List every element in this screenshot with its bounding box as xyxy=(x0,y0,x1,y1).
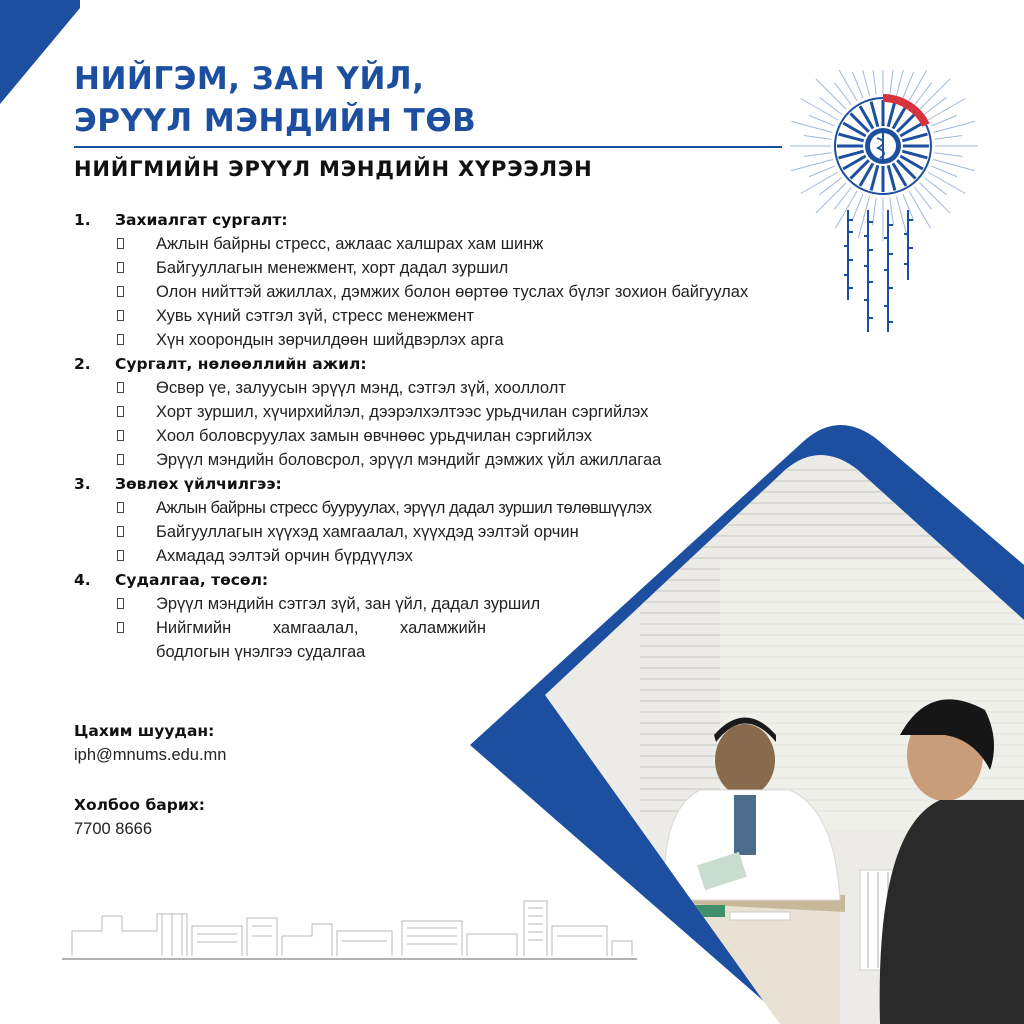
square-bullet-icon xyxy=(117,286,124,297)
square-bullet-icon xyxy=(117,262,124,273)
list-item xyxy=(74,400,774,424)
section-number: 2. xyxy=(74,355,91,373)
square-bullet-icon xyxy=(117,550,124,561)
phone-number: 7700 8666 xyxy=(74,820,152,838)
list-item xyxy=(74,616,486,664)
list-item-text: Байгууллагын менежмент, хорт дадал зуршил xyxy=(156,259,509,277)
square-bullet-icon xyxy=(117,238,124,249)
city-skyline-illustration xyxy=(62,896,637,966)
section-3 xyxy=(74,472,774,568)
list-item xyxy=(74,256,774,280)
list-item-text: Эрүүл мэндийн сэтгэл зүй, зан үйл, дадал зуршил xyxy=(156,595,541,613)
list-item-text: Олон нийттэй ажиллах, дэмжих болон өөртөө туслах бүлэг зохион байгуулах xyxy=(156,283,749,301)
section-number: 4. xyxy=(74,571,91,589)
section-1 xyxy=(74,208,774,352)
list-item-text: Хорт зуршил, хүчирхийлэл, дээрэлхэлтээс урьдчилан сэргийлэх xyxy=(156,403,649,421)
section-number: 3. xyxy=(74,475,91,493)
section-heading xyxy=(74,568,774,592)
list-item-text: Ажлын байрны стресс, ажлаас халшрах хам шинж xyxy=(156,235,544,253)
list-item xyxy=(74,520,774,544)
list-item-text: Нийгмийн хамгаалал, халамжийн бодлогын үнэлгээ судалгаа xyxy=(156,619,486,661)
square-bullet-icon xyxy=(117,430,124,441)
list-item xyxy=(74,544,774,568)
list-item-text: Хүн хоорондын зөрчилдөөн шийдвэрлэх арга xyxy=(156,331,504,349)
list-item-text: Ажлын байрны стресс бууруулах, эрүүл дадал зуршил төлөвшүүлэх xyxy=(156,499,652,517)
section-heading xyxy=(74,472,774,496)
list-item xyxy=(74,304,774,328)
section-4 xyxy=(74,568,774,664)
square-bullet-icon xyxy=(117,310,124,321)
list-item xyxy=(74,592,774,616)
list-item xyxy=(74,328,774,352)
list-item-text: Хоол боловсруулах замын өвчнөөс урьдчилан сэргийлэх xyxy=(156,427,592,445)
section-heading xyxy=(74,352,774,376)
section-title: Зөвлөх үйлчилгээ: xyxy=(115,475,282,493)
list-item-text: Эрүүл мэндийн боловсрол, эрүүл мэндийг дэмжих үйл ажиллагаа xyxy=(156,451,662,469)
square-bullet-icon xyxy=(117,526,124,537)
list-item-text: Байгууллагын хүүхэд хамгаалал, хүүхдэд ээлтэй орчин xyxy=(156,523,579,541)
section-title: Сургалт, нөлөөллийн ажил: xyxy=(115,355,367,373)
square-bullet-icon xyxy=(117,454,124,465)
email-link[interactable]: iph@mnums.edu.mn xyxy=(74,746,227,764)
section-title: Судалгаа, төсөл: xyxy=(115,571,269,589)
list-item xyxy=(74,376,774,400)
square-bullet-icon xyxy=(117,382,124,393)
section-2 xyxy=(74,352,774,472)
list-item xyxy=(74,424,774,448)
section-title: Захиалгат сургалт: xyxy=(115,211,288,229)
list-item xyxy=(74,448,774,472)
page-subtitle: НИЙГМИЙН ЭРҮҮЛ МЭНДИЙН ХҮРЭЭЛЭН xyxy=(74,157,593,181)
list-item xyxy=(74,280,774,304)
square-bullet-icon xyxy=(117,334,124,345)
square-bullet-icon xyxy=(117,622,124,633)
title-line-2: ЭРҮҮЛ МЭНДИЙН ТӨВ xyxy=(74,103,477,139)
phone-label: Холбоо барих: xyxy=(74,796,205,814)
section-number: 1. xyxy=(74,211,91,229)
square-bullet-icon xyxy=(117,598,124,609)
square-bullet-icon xyxy=(117,502,124,513)
email-label: Цахим шуудан: xyxy=(74,722,215,740)
section-heading xyxy=(74,208,774,232)
list-item-text: Ахмадад ээлтэй орчин бүрдүүлэх xyxy=(156,547,413,565)
square-bullet-icon xyxy=(117,406,124,417)
services-list xyxy=(74,208,774,664)
title-line-1: НИЙГЭМ, ЗАН ҮЙЛ, xyxy=(74,61,425,97)
phone-block xyxy=(74,793,205,841)
list-item xyxy=(74,496,774,520)
list-item-text: Өсвөр үе, залуусын эрүүл мэнд, сэтгэл зүй, хооллолт xyxy=(156,379,566,397)
list-item xyxy=(74,232,774,256)
list-item-text: Хувь хүний сэтгэл зүй, стресс менежмент xyxy=(156,307,475,325)
email-block xyxy=(74,719,226,767)
